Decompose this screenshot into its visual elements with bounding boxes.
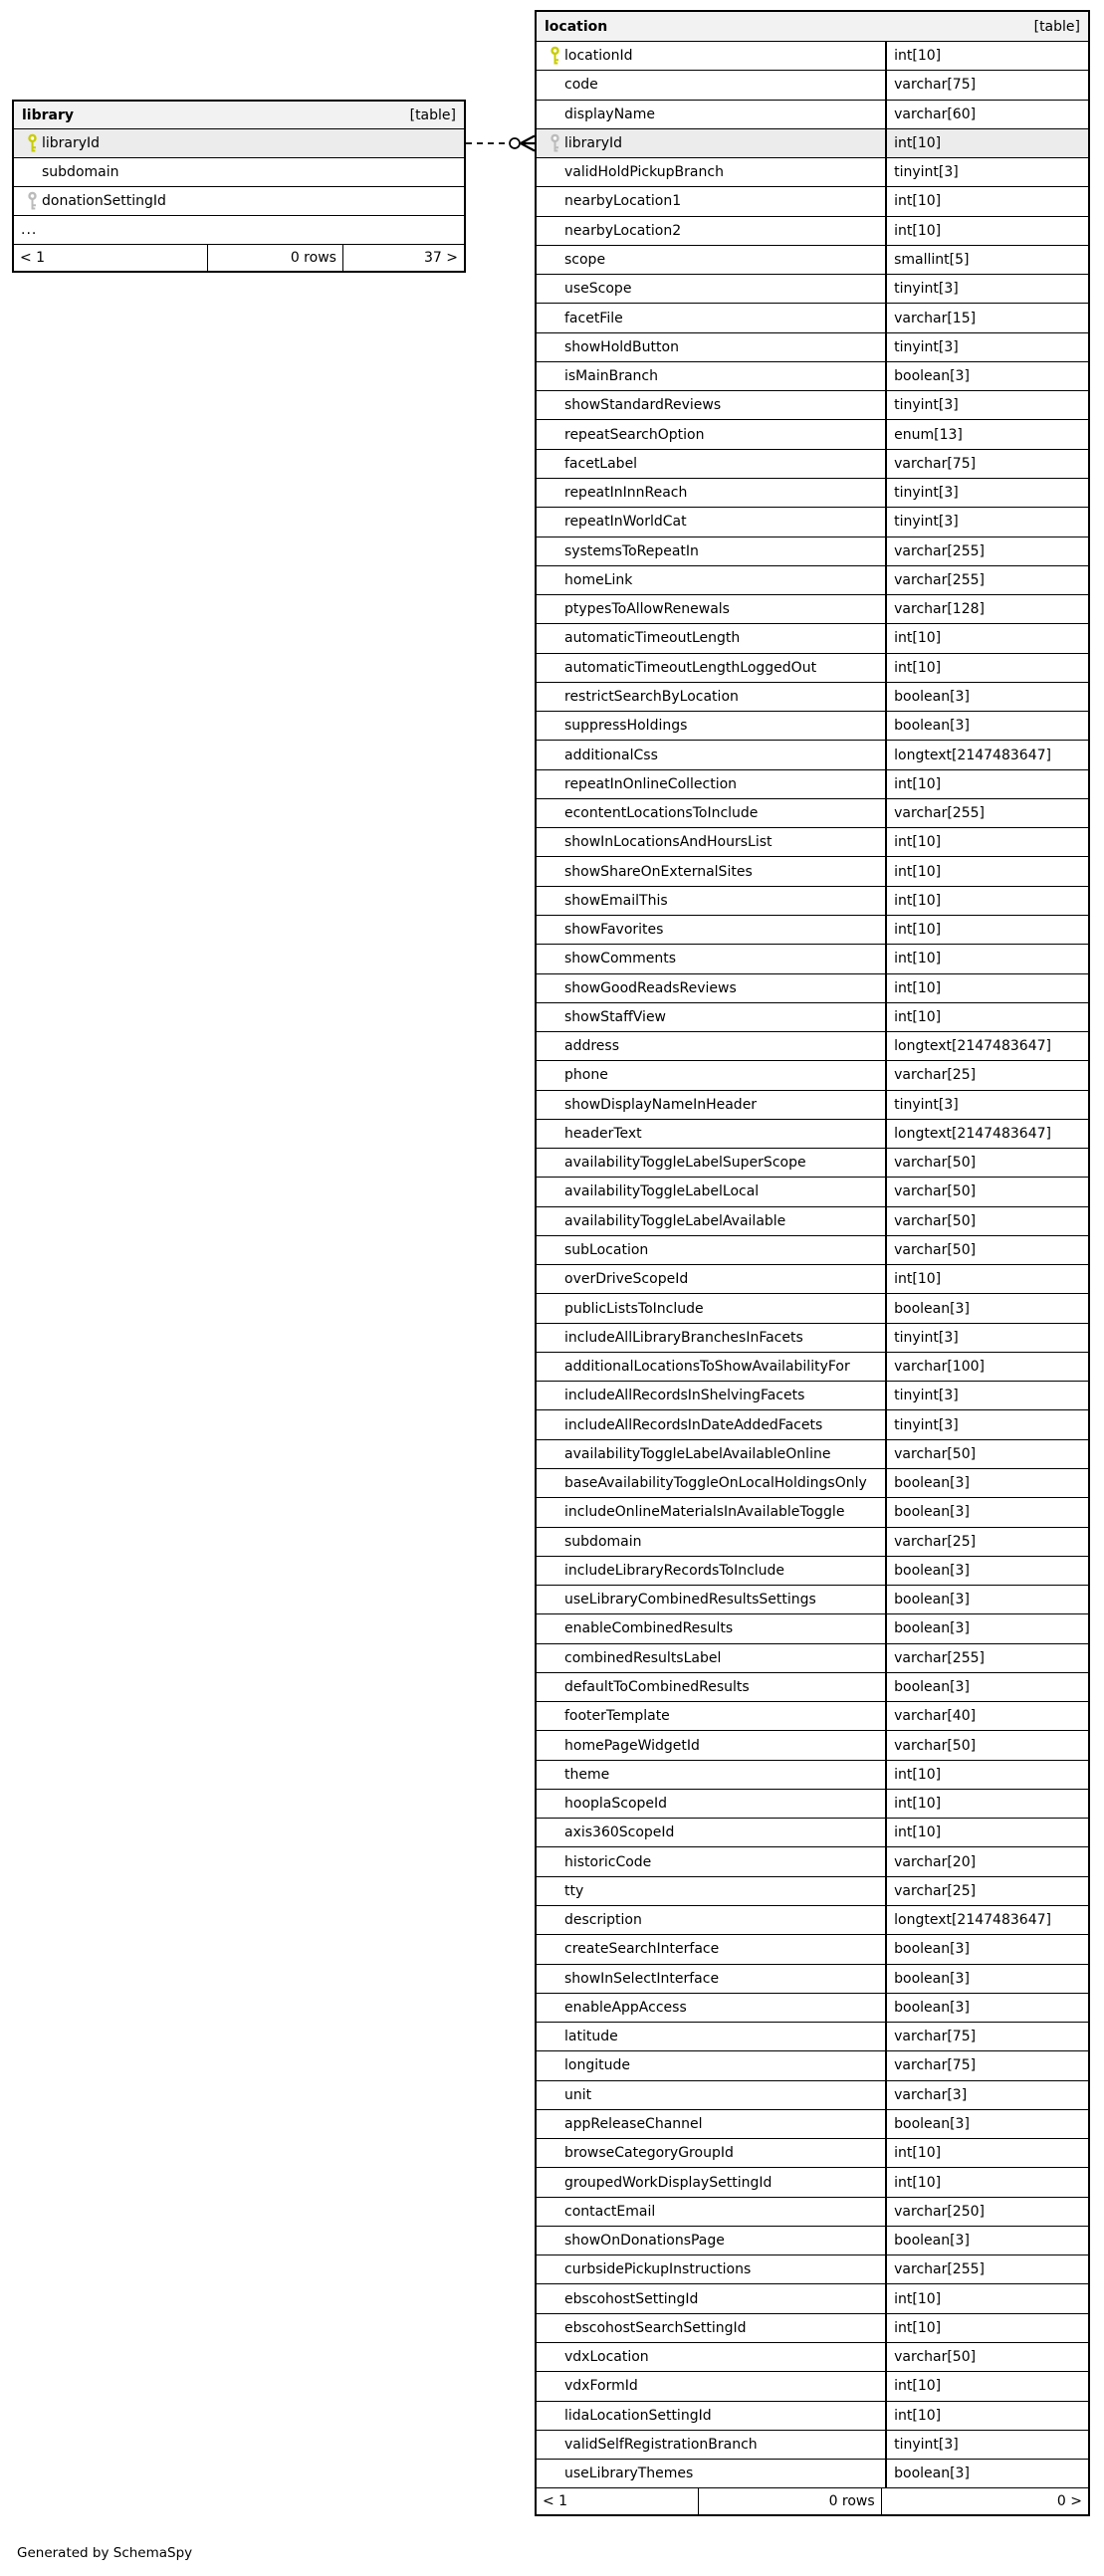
table-title: library	[22, 107, 75, 123]
column-name: facetFile	[564, 310, 623, 326]
column-row-address	[537, 1032, 1088, 1061]
column-name: showStaffView	[564, 1008, 667, 1025]
column-type: int[10]	[885, 186, 1088, 216]
column-type: int[10]	[885, 2313, 1088, 2343]
column-type: varchar[250]	[885, 2197, 1088, 2227]
column-name: includeAllRecordsInShelvingFacets	[564, 1388, 805, 1404]
pager-next: 0 >	[881, 2488, 1088, 2514]
column-type: int[10]	[885, 128, 1088, 158]
column-name: ebscohostSettingId	[564, 2290, 699, 2307]
column-type: boolean[3]	[885, 2226, 1088, 2255]
foreign-key-icon	[27, 192, 38, 211]
column-type: tinyint[3]	[885, 1409, 1088, 1439]
column-row-phone	[537, 1061, 1088, 1090]
column-row-homePageWidgetId	[537, 1731, 1088, 1760]
column-row-lidaLocationSettingId	[537, 2402, 1088, 2431]
column-row-donationSettingId	[14, 187, 464, 216]
column-name: tty	[564, 1882, 584, 1899]
column-type: tinyint[3]	[885, 157, 1088, 187]
column-row-subdomain	[537, 1528, 1088, 1557]
column-type: boolean[3]	[885, 1613, 1088, 1643]
column-name: description	[564, 1912, 642, 1929]
table-title: location	[545, 18, 608, 35]
column-row-appReleaseChannel	[537, 2110, 1088, 2139]
column-type: varchar[255]	[885, 537, 1088, 566]
column-row-historicCode	[537, 1847, 1088, 1876]
column-row-baseAvailabilityToggleOnLocalHoldingsOnly	[537, 1469, 1088, 1498]
column-row-hooplaScopeId	[537, 1790, 1088, 1819]
column-type: int[10]	[885, 1002, 1088, 1032]
column-name: showDisplayNameInHeader	[564, 1096, 758, 1113]
column-type: varchar[50]	[885, 1235, 1088, 1265]
column-name: address	[564, 1038, 620, 1055]
column-row-publicListsToInclude	[537, 1294, 1088, 1323]
column-name: restrictSearchByLocation	[564, 688, 739, 705]
column-name: baseAvailabilityToggleOnLocalHoldingsOnly	[564, 1475, 867, 1492]
column-type: int[10]	[885, 2138, 1088, 2168]
column-name: useLibraryThemes	[564, 2466, 694, 2482]
column-row-unit	[537, 2081, 1088, 2110]
column-type: int[10]	[885, 1789, 1088, 1819]
column-type: varchar[75]	[885, 449, 1088, 479]
table-type-badge: [table]	[409, 107, 456, 123]
column-name: libraryId	[564, 134, 623, 151]
column-row-showDisplayNameInHeader	[537, 1091, 1088, 1120]
column-type: boolean[3]	[885, 711, 1088, 741]
column-name: showOnDonationsPage	[564, 2233, 725, 2250]
column-row-repeatSearchOption	[537, 420, 1088, 449]
column-type: tinyint[3]	[885, 1381, 1088, 1410]
column-type: int[10]	[885, 915, 1088, 945]
column-name: ebscohostSearchSettingId	[564, 2319, 747, 2336]
column-name: econtentLocationsToInclude	[564, 805, 759, 822]
column-row-showComments	[537, 945, 1088, 973]
column-name: includeLibraryRecordsToInclude	[564, 1562, 785, 1579]
column-name: validHoldPickupBranch	[564, 164, 724, 181]
column-row-subLocation	[537, 1236, 1088, 1265]
column-name: availabilityToggleLabelLocal	[564, 1183, 760, 1200]
column-type: boolean[3]	[885, 1556, 1088, 1586]
column-type: tinyint[3]	[885, 274, 1088, 304]
column-row-subdomain	[14, 158, 464, 187]
column-row-useScope	[537, 275, 1088, 304]
column-type: longtext[2147483647]	[885, 740, 1088, 769]
column-type: int[10]	[885, 216, 1088, 246]
column-row-combinedResultsLabel	[537, 1644, 1088, 1673]
column-type: boolean[3]	[885, 1934, 1088, 1964]
column-row-footerTemplate	[537, 1702, 1088, 1731]
column-row-axis360ScopeId	[537, 1819, 1088, 1847]
column-name: enableCombinedResults	[564, 1620, 734, 1637]
column-row-availabilityToggleLabelLocal	[537, 1178, 1088, 1206]
column-name: automaticTimeoutLengthLoggedOut	[564, 659, 817, 676]
table-header-library[interactable]	[14, 102, 464, 129]
column-type: longtext[2147483647]	[885, 1905, 1088, 1935]
table-footer-location	[537, 2488, 1088, 2514]
column-row-more	[14, 216, 464, 245]
column-row-showInLocationsAndHoursList	[537, 828, 1088, 857]
column-type: int[10]	[885, 623, 1088, 653]
column-name: availabilityToggleLabelSuperScope	[564, 1155, 806, 1172]
column-type: longtext[2147483647]	[885, 1031, 1088, 1061]
column-name: showInLocationsAndHoursList	[564, 834, 773, 851]
column-name: groupedWorkDisplaySettingId	[564, 2174, 773, 2191]
column-type: int[10]	[885, 973, 1088, 1003]
column-type: int[10]	[885, 2401, 1088, 2431]
column-type: int[10]	[885, 769, 1088, 799]
column-row-includeAllRecordsInDateAddedFacets	[537, 1410, 1088, 1439]
column-name: isMainBranch	[564, 368, 658, 385]
column-row-useLibraryThemes	[537, 2460, 1088, 2488]
column-type: tinyint[3]	[885, 1090, 1088, 1120]
column-type: int[10]	[885, 856, 1088, 886]
column-row-useLibraryCombinedResultsSettings	[537, 1586, 1088, 1614]
column-row-createSearchInterface	[537, 1935, 1088, 1964]
column-row-restrictSearchByLocation	[537, 683, 1088, 712]
column-name: headerText	[564, 1125, 642, 1142]
column-type: int[10]	[885, 2283, 1088, 2313]
column-row-showOnDonationsPage	[537, 2227, 1088, 2255]
column-name: nearbyLocation2	[564, 222, 682, 239]
column-type: varchar[25]	[885, 1060, 1088, 1090]
column-row-includeAllRecordsInShelvingFacets	[537, 1382, 1088, 1410]
column-name: repeatInInnReach	[564, 485, 688, 502]
column-type: varchar[255]	[885, 1643, 1088, 1673]
column-row-headerText	[537, 1120, 1088, 1149]
column-name: phone	[564, 1067, 608, 1084]
column-type: varchar[255]	[885, 798, 1088, 828]
column-name: availabilityToggleLabelAvailableOnline	[564, 1445, 831, 1462]
column-row-ebscohostSettingId	[537, 2284, 1088, 2313]
column-row-showEmailThis	[537, 887, 1088, 916]
foreign-key-icon	[550, 133, 560, 152]
column-type: varchar[50]	[885, 2342, 1088, 2372]
column-name: vdxLocation	[564, 2349, 649, 2366]
column-type: smallint[5]	[885, 245, 1088, 275]
column-type: varchar[255]	[885, 2254, 1088, 2284]
column-name: showGoodReadsReviews	[564, 979, 737, 996]
column-type: boolean[3]	[885, 1964, 1088, 1994]
column-type: int[10]	[885, 653, 1088, 683]
row-count: 0 rows	[207, 245, 342, 271]
column-name: nearbyLocation1	[564, 193, 682, 210]
column-type: tinyint[3]	[885, 478, 1088, 508]
column-row-enableAppAccess	[537, 1994, 1088, 2023]
column-type: enum[13]	[885, 419, 1088, 449]
column-type: tinyint[3]	[885, 390, 1088, 420]
column-type: boolean[3]	[885, 361, 1088, 391]
table-footer-library	[14, 245, 464, 271]
column-name: donationSettingId	[42, 193, 166, 209]
column-name: useLibraryCombinedResultsSettings	[564, 1592, 816, 1609]
column-type: boolean[3]	[885, 1672, 1088, 1702]
column-name: publicListsToInclude	[564, 1300, 704, 1317]
column-name: code	[564, 77, 598, 94]
column-name: showHoldButton	[564, 338, 679, 355]
column-type: varchar[25]	[885, 1527, 1088, 1557]
column-name: showFavorites	[564, 922, 664, 939]
column-name: enableAppAccess	[564, 1999, 687, 2016]
column-row-facetLabel	[537, 450, 1088, 479]
column-type: longtext[2147483647]	[885, 1119, 1088, 1149]
column-row-automaticTimeoutLengthLoggedOut	[537, 654, 1088, 683]
column-row-theme	[537, 1761, 1088, 1790]
column-row-locationId	[537, 42, 1088, 71]
column-name: ptypesToAllowRenewals	[564, 601, 730, 618]
column-name: ...	[21, 222, 38, 238]
column-name: latitude	[564, 2029, 618, 2045]
column-row-enableCombinedResults	[537, 1614, 1088, 1643]
column-type: boolean[3]	[885, 1585, 1088, 1614]
column-type: varchar[255]	[885, 565, 1088, 595]
column-row-nearbyLocation1	[537, 187, 1088, 216]
column-type: int[10]	[885, 2371, 1088, 2401]
column-name: availabilityToggleLabelAvailable	[564, 1212, 786, 1229]
column-list-location	[537, 42, 1088, 2488]
schemaspy-credit[interactable]: Generated by SchemaSpy	[17, 2545, 193, 2561]
column-row-showStandardReviews	[537, 391, 1088, 420]
column-type: varchar[50]	[885, 1206, 1088, 1236]
column-row-groupedWorkDisplaySettingId	[537, 2168, 1088, 2197]
column-name: automaticTimeoutLength	[564, 630, 741, 647]
column-name: historicCode	[564, 1853, 652, 1870]
column-type: varchar[75]	[885, 2022, 1088, 2051]
column-name: scope	[564, 251, 606, 268]
column-name: hooplaScopeId	[564, 1796, 668, 1813]
column-row-vdxFormId	[537, 2372, 1088, 2401]
column-row-includeOnlineMaterialsInAvailableToggle	[537, 1498, 1088, 1527]
column-name: showInSelectInterface	[564, 1970, 720, 1987]
column-type: tinyint[3]	[885, 1323, 1088, 1353]
column-type: int[10]	[885, 2167, 1088, 2197]
column-row-showStaffView	[537, 1003, 1088, 1032]
column-name: additionalLocationsToShowAvailabilityFor	[564, 1359, 850, 1376]
column-row-showFavorites	[537, 916, 1088, 945]
column-type: boolean[3]	[885, 2109, 1088, 2139]
column-type: varchar[40]	[885, 1701, 1088, 1731]
column-type: tinyint[3]	[885, 332, 1088, 362]
column-row-additionalCss	[537, 741, 1088, 769]
column-name: showComments	[564, 951, 677, 967]
column-name: axis360ScopeId	[564, 1825, 675, 1841]
pager-prev: < 1	[20, 250, 46, 266]
column-name: facetLabel	[564, 455, 638, 472]
column-type: int[10]	[885, 827, 1088, 857]
column-type: int[10]	[885, 1818, 1088, 1847]
column-row-repeatInOnlineCollection	[537, 770, 1088, 799]
column-type: tinyint[3]	[885, 507, 1088, 537]
column-name: homePageWidgetId	[564, 1737, 700, 1754]
column-name: repeatSearchOption	[564, 426, 705, 443]
column-row-suppressHoldings	[537, 712, 1088, 741]
column-row-includeAllLibraryBranchesInFacets	[537, 1324, 1088, 1353]
column-row-overDriveScopeId	[537, 1265, 1088, 1294]
column-row-description	[537, 1906, 1088, 1935]
column-type: varchar[50]	[885, 1177, 1088, 1206]
column-type: varchar[100]	[885, 1352, 1088, 1382]
column-row-libraryId	[537, 129, 1088, 158]
column-type: int[10]	[885, 1760, 1088, 1790]
column-name: showStandardReviews	[564, 397, 722, 414]
column-row-homeLink	[537, 566, 1088, 595]
column-name: repeatInOnlineCollection	[564, 775, 738, 792]
column-row-ptypesToAllowRenewals	[537, 595, 1088, 624]
column-type: varchar[15]	[885, 303, 1088, 332]
column-name: suppressHoldings	[564, 718, 688, 735]
column-row-includeLibraryRecordsToInclude	[537, 1557, 1088, 1586]
column-type: boolean[3]	[885, 1993, 1088, 2023]
column-name: repeatInWorldCat	[564, 514, 687, 531]
column-row-validHoldPickupBranch	[537, 158, 1088, 187]
column-type: int[10]	[885, 41, 1088, 71]
column-name: theme	[564, 1766, 610, 1783]
column-row-availabilityToggleLabelSuperScope	[537, 1149, 1088, 1178]
column-type: varchar[75]	[885, 2050, 1088, 2080]
column-row-additionalLocationsToShowAvailabilityFor	[537, 1353, 1088, 1382]
column-type: int[10]	[885, 886, 1088, 916]
column-name: showEmailThis	[564, 892, 668, 909]
column-type: varchar[50]	[885, 1730, 1088, 1760]
column-name: unit	[564, 2086, 592, 2103]
column-name: subLocation	[564, 1242, 649, 1259]
column-row-isMainBranch	[537, 362, 1088, 391]
column-type: boolean[3]	[885, 682, 1088, 712]
column-row-repeatInWorldCat	[537, 508, 1088, 537]
column-row-contactEmail	[537, 2198, 1088, 2227]
column-type: varchar[75]	[885, 70, 1088, 100]
column-type: int[10]	[885, 1264, 1088, 1294]
column-name: includeAllLibraryBranchesInFacets	[564, 1329, 803, 1346]
column-name: defaultToCombinedResults	[564, 1679, 750, 1695]
column-row-vdxLocation	[537, 2343, 1088, 2372]
column-row-showShareOnExternalSites	[537, 857, 1088, 886]
column-type: varchar[50]	[885, 1439, 1088, 1469]
column-row-nearbyLocation2	[537, 217, 1088, 246]
column-name: displayName	[564, 106, 656, 122]
column-name: showShareOnExternalSites	[564, 863, 753, 880]
column-row-availabilityToggleLabelAvailable	[537, 1207, 1088, 1236]
pager-prev: < 1	[543, 2493, 568, 2510]
column-name: vdxFormId	[564, 2378, 638, 2395]
column-row-facetFile	[537, 304, 1088, 332]
column-name: curbsidePickupInstructions	[564, 2261, 752, 2278]
row-count: 0 rows	[698, 2488, 881, 2514]
column-type: varchar[3]	[885, 2080, 1088, 2110]
column-name: overDriveScopeId	[564, 1271, 689, 1288]
column-type: tinyint[3]	[885, 2430, 1088, 2460]
table-location	[535, 10, 1090, 2516]
table-type-badge: [table]	[1033, 18, 1080, 35]
column-name: subdomain	[564, 1533, 642, 1550]
column-name: combinedResultsLabel	[564, 1649, 722, 1666]
column-name: lidaLocationSettingId	[564, 2407, 712, 2424]
column-type: boolean[3]	[885, 1293, 1088, 1323]
pager-next: 37 >	[342, 245, 464, 271]
column-row-ebscohostSearchSettingId	[537, 2314, 1088, 2343]
column-row-automaticTimeoutLength	[537, 624, 1088, 653]
column-name: libraryId	[42, 135, 101, 151]
column-row-systemsToRepeatIn	[537, 537, 1088, 566]
relationship-connector	[464, 129, 536, 159]
column-row-code	[537, 71, 1088, 100]
column-type: varchar[60]	[885, 100, 1088, 129]
column-row-curbsidePickupInstructions	[537, 2255, 1088, 2284]
column-row-longitude	[537, 2051, 1088, 2080]
column-type: boolean[3]	[885, 2459, 1088, 2488]
column-name: validSelfRegistrationBranch	[564, 2436, 758, 2453]
column-row-browseCategoryGroupId	[537, 2139, 1088, 2168]
column-row-availabilityToggleLabelAvailableOnline	[537, 1440, 1088, 1469]
column-row-showHoldButton	[537, 333, 1088, 362]
column-name: includeOnlineMaterialsInAvailableToggle	[564, 1504, 845, 1521]
column-name: includeAllRecordsInDateAddedFacets	[564, 1416, 823, 1433]
column-name: additionalCss	[564, 747, 658, 763]
column-name: homeLink	[564, 571, 633, 588]
column-name: contactEmail	[564, 2203, 656, 2220]
table-header-location[interactable]	[537, 12, 1088, 42]
primary-key-icon	[550, 47, 560, 66]
column-row-displayName	[537, 101, 1088, 129]
column-row-latitude	[537, 2023, 1088, 2051]
column-type: varchar[20]	[885, 1846, 1088, 1876]
column-type: varchar[25]	[885, 1876, 1088, 1906]
column-name: appReleaseChannel	[564, 2115, 703, 2132]
column-name: createSearchInterface	[564, 1941, 720, 1958]
column-name: browseCategoryGroupId	[564, 2145, 734, 2162]
column-type: boolean[3]	[885, 1497, 1088, 1527]
column-row-econtentLocationsToInclude	[537, 799, 1088, 828]
crow-foot-icon	[521, 136, 535, 151]
column-row-defaultToCombinedResults	[537, 1673, 1088, 1702]
zero-circle-icon	[510, 138, 520, 148]
column-type: varchar[50]	[885, 1148, 1088, 1178]
column-type: varchar[128]	[885, 594, 1088, 624]
column-row-showGoodReadsReviews	[537, 974, 1088, 1003]
column-name: longitude	[564, 2057, 630, 2074]
column-row-tty	[537, 1877, 1088, 1906]
primary-key-icon	[27, 134, 38, 153]
column-row-repeatInInnReach	[537, 479, 1088, 508]
column-type: boolean[3]	[885, 1468, 1088, 1498]
column-name: systemsToRepeatIn	[564, 542, 699, 559]
column-row-scope	[537, 246, 1088, 275]
column-name: footerTemplate	[564, 1708, 670, 1725]
column-list-library	[14, 129, 464, 245]
column-name: useScope	[564, 281, 632, 298]
column-row-libraryId	[14, 129, 464, 158]
column-name: subdomain	[42, 164, 119, 180]
column-row-validSelfRegistrationBranch	[537, 2431, 1088, 2460]
column-type: int[10]	[885, 944, 1088, 973]
column-name: locationId	[564, 48, 633, 65]
column-row-showInSelectInterface	[537, 1965, 1088, 1994]
table-library	[12, 100, 466, 273]
